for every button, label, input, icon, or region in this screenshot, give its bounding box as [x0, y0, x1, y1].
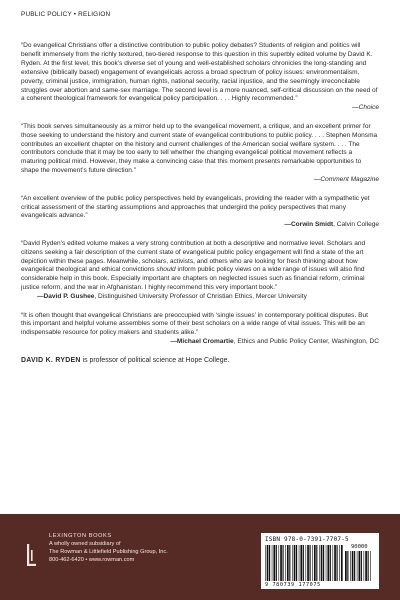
publisher-contact: 800-462-6420 • www.rowman.com [49, 557, 135, 564]
review-text: “An excellent overview of the public policy perspectives held by evangelicals, providing the reader with a sympathetic yet critical assessment of the starting assumptions and approaches that undergird the policy perspectives that many evangelicals advance.” [21, 194, 370, 220]
review-text-emphasis: should [156, 266, 176, 274]
review-source-affiliation: , Distinguished University Professor of Christian Ethics, Mercer University [94, 293, 307, 301]
review-source-name: —David P. Gushee [37, 293, 95, 301]
publisher-footer [0, 514, 400, 600]
review-text-part: “David Ryden’s edited volume makes a very strong contribution at both a descriptive and normative level. Scholars and citizens seeking a fair description of the current state of evangelical public policy engagement will find a state of the art depiction within these pages. Meanwhile, scholars, activists, and others who are looking for fresh thinking about how evangelical theological and ethical convictions [21, 239, 366, 274]
isbn-text: ISBN 978-0-7391-7707-5 [265, 536, 349, 543]
review-text: “Do evangelical Christians offer a distinctive contribution to public policy debates? Students of religion and politics will benefit immensely from the richly textured, two-tiered response to this question in this superbly edited volume by David K. Ryden. At the first level, this book’s diverse set of young and well-established scholars chronicles the long-standing and extensive (biblically based) engagement of evangelicals across a broad spectrum of policy issues: environmentalism, poverty, criminal justice, immigration, human rights, national security, racial injustice, and the seemingly irreconcilable struggles over abortion and same-sex marriage. The second level is a more nuanced, self-critical discussion on the need of a coherent theological framework for evangelical policy participation. . . . Highly recommended.” [21, 42, 378, 103]
publisher-line: A wholly owned subsidiary of [49, 541, 121, 548]
review-attribution [21, 338, 379, 347]
lexington-logo-icon [27, 544, 36, 566]
review-text [21, 240, 379, 293]
category-label: PUBLIC POLICY • RELIGION [21, 11, 111, 18]
author-bio [21, 357, 379, 366]
review-gushee [21, 240, 379, 302]
author-name: DAVID K. RYDEN [21, 356, 81, 364]
review-source-name: —Michael Cromartie [170, 338, 234, 346]
review-source: —Comment Magazine [313, 176, 379, 184]
review-text: “It is often thought that evangelical Christians are preoccupied with ‘single issues’ in contemporary political disputes. But this important and helpful volume assembles some of their best scholars on a wide range of vital issues. This will be an indispensable resource for policy makers and students alike.” [21, 311, 368, 337]
ean-barcode-icon [265, 545, 343, 583]
review-source-affiliation: , Ethics and Public Policy Center, Washington, DC [233, 338, 379, 346]
review-attribution [21, 221, 379, 230]
review-choice [21, 42, 379, 113]
review-smidt [21, 195, 379, 231]
review-source-name: —Corwin Smidt [284, 221, 334, 229]
review-text-part: inform public policy views on a wide range of issues will also find considerable help in this book. Especially important are chapters on neglected issues such as financial reform, criminal justice reform, and the war in Afghanistan. I highly recommend this very important book.” [21, 266, 365, 292]
publisher-name: LEXINGTON BOOKS [49, 533, 112, 539]
supplement-barcode-icon [345, 551, 373, 587]
author-bio-text: is professor of political science at Hope College. [80, 356, 230, 364]
review-source-affiliation: , Calvin College [333, 221, 379, 229]
reviews-section [21, 42, 379, 366]
review-source: —Choice [352, 104, 379, 112]
review-text: “This book serves simultaneously as a mirror held up to the evangelical movement, a critique, and an excellent primer for those seeking to understand the history and current state of evangelical contributions to public policy. . . . Stephen Monsma contributes an excellent chapter on the history and current challenges of the American social welfare system. . . . The contributors conclude that it may be too early to tell whether the changing evangelical political movement reflects a maturing political mind. However, they make a convincing case that this moment presents remarkable opportunities to shape the movement’s future direction.” [21, 122, 378, 175]
barcode-supplement-digits: 90000 [351, 544, 368, 550]
publisher-info [49, 532, 168, 564]
publisher-line: The Rowman & Littlefield Publishing Group, Inc. [49, 549, 168, 556]
review-attribution [21, 293, 379, 302]
review-comment-magazine [21, 123, 379, 185]
isbn-barcode [261, 533, 379, 589]
review-cromartie [21, 312, 379, 348]
barcode-digits: 9 780739 177075 [265, 582, 321, 588]
